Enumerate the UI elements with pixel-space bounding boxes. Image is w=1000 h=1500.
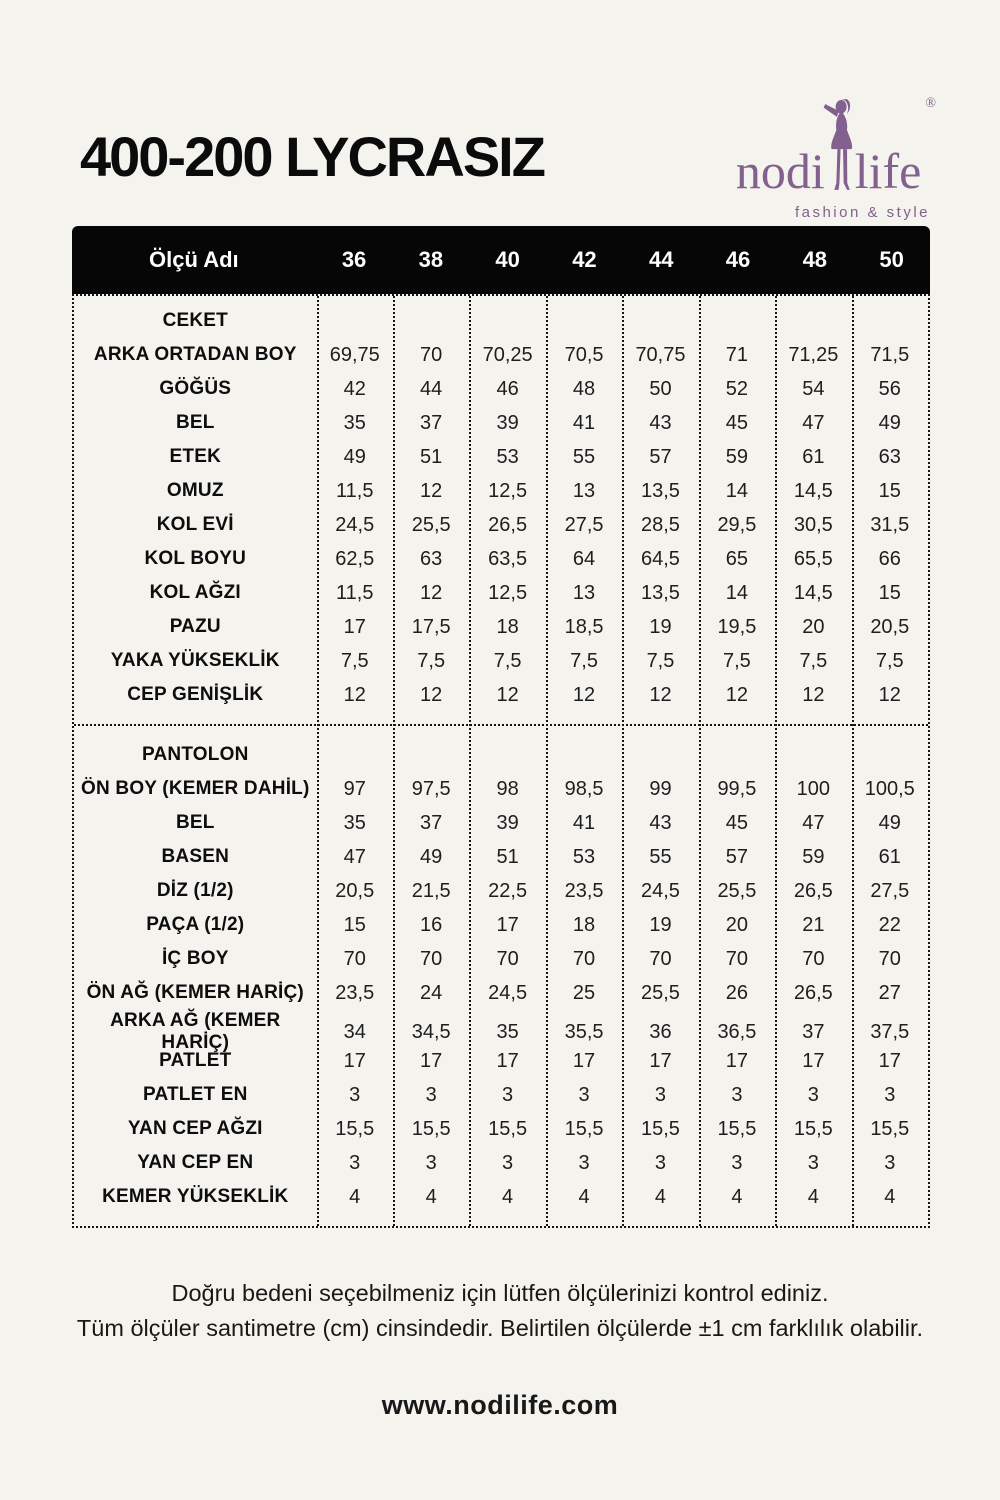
value-cell: 47 (802, 811, 825, 834)
value-cell: 97 (343, 777, 366, 800)
value-cell: 39 (496, 811, 519, 834)
value-cell: 71 (725, 343, 749, 366)
value-cell: 49 (878, 811, 901, 834)
row-label: PATLET (159, 1050, 232, 1071)
value-cell: 17 (343, 1049, 366, 1072)
value-cell: 15,5 (564, 1117, 604, 1140)
value-cell: 17 (496, 1049, 519, 1072)
value-cell: 18 (572, 913, 596, 936)
value-cell: 59 (802, 845, 825, 868)
value-cell: 12 (802, 683, 825, 706)
value-cell: 17,5 (411, 615, 451, 638)
value-cell: 14 (725, 581, 749, 604)
value-cell: 50 (649, 377, 672, 400)
row-label: OMUZ (166, 480, 224, 501)
value-cell: 70 (878, 947, 901, 970)
value-cell: 55 (649, 845, 672, 868)
table-row (74, 576, 928, 610)
value-cell: 41 (572, 811, 596, 834)
value-cell: 19,5 (717, 615, 757, 638)
value-cell: 35 (343, 811, 366, 834)
value-cell: 13 (572, 479, 596, 502)
size-header-cell: 42 (572, 247, 597, 272)
value-cell: 12,5 (488, 479, 528, 502)
value-cell: 3 (502, 1151, 514, 1174)
value-cell: 53 (572, 845, 596, 868)
registered-trademark-icon: ® (925, 96, 936, 111)
value-cell: 3 (349, 1083, 361, 1106)
brand-logo (736, 98, 936, 221)
value-cell: 52 (725, 377, 749, 400)
value-cell: 15,5 (335, 1117, 375, 1140)
value-cell: 97,5 (411, 777, 451, 800)
size-header-cell: 46 (725, 247, 751, 272)
value-cell: 70 (343, 947, 366, 970)
value-cell: 20 (802, 615, 825, 638)
value-cell: 4 (884, 1185, 896, 1208)
value-cell: 98 (496, 777, 519, 800)
value-cell: 4 (349, 1185, 361, 1208)
row-label: GÖĞÜS (159, 378, 232, 399)
value-cell: 43 (649, 811, 672, 834)
value-cell: 7,5 (570, 649, 598, 672)
value-cell: 71,5 (870, 343, 910, 366)
value-cell: 12 (572, 683, 596, 706)
value-cell: 3 (578, 1151, 590, 1174)
value-cell: 35 (343, 411, 366, 434)
table-row (74, 840, 928, 874)
value-cell: 12 (420, 479, 443, 502)
value-cell: 26 (725, 981, 749, 1004)
value-cell: 3 (807, 1151, 819, 1174)
table-row (74, 406, 928, 440)
value-cell: 70 (572, 947, 596, 970)
value-cell: 3 (425, 1083, 437, 1106)
value-cell: 28,5 (641, 513, 680, 536)
value-cell: 70,25 (482, 343, 533, 366)
value-cell: 3 (425, 1151, 437, 1174)
value-cell: 46 (496, 377, 519, 400)
value-cell: 17 (878, 1049, 901, 1072)
value-cell: 34 (343, 1020, 366, 1043)
value-cell: 26,5 (488, 513, 528, 536)
row-label: ARKA ORTADAN BOY (93, 344, 297, 365)
brand-name-left: nodi (735, 143, 825, 199)
value-cell: 70 (420, 947, 443, 970)
value-cell: 25,5 (717, 879, 757, 902)
value-cell: 27 (878, 981, 901, 1004)
value-cell: 45 (725, 411, 749, 434)
value-cell: 30,5 (793, 513, 833, 536)
size-header-cell: 48 (802, 247, 828, 272)
value-cell: 70 (496, 947, 519, 970)
website-url: www.nodilife.com (381, 1389, 619, 1420)
table-row (74, 508, 928, 542)
row-label: ÖN BOY (KEMER DAHİL) (81, 778, 310, 799)
value-cell: 17 (649, 1049, 672, 1072)
value-cell: 70 (725, 947, 749, 970)
table-row (74, 1044, 928, 1078)
value-cell: 3 (884, 1151, 896, 1174)
value-cell: 35 (496, 1020, 519, 1043)
footer (0, 1276, 1000, 1421)
size-table (72, 226, 930, 1228)
value-cell: 12,5 (488, 581, 528, 604)
value-cell: 7,5 (723, 649, 751, 672)
value-cell: 61 (878, 845, 901, 868)
table-row (74, 304, 928, 338)
value-cell: 39 (496, 411, 519, 434)
value-cell: 13,5 (641, 581, 680, 604)
value-cell: 15 (878, 581, 901, 604)
value-cell: 24,5 (488, 981, 528, 1004)
size-table-header (72, 226, 930, 294)
value-cell: 15,5 (793, 1117, 833, 1140)
row-label: KOL EVİ (156, 514, 234, 535)
value-cell: 31,5 (870, 513, 910, 536)
value-cell: 54 (802, 377, 825, 400)
value-cell: 3 (578, 1083, 590, 1106)
value-cell: 21,5 (411, 879, 451, 902)
value-cell: 17 (496, 913, 519, 936)
value-cell: 25,5 (411, 513, 451, 536)
value-cell: 59 (725, 445, 749, 468)
value-cell: 24 (420, 981, 443, 1004)
value-cell: 3 (349, 1151, 361, 1174)
value-cell: 7,5 (340, 649, 369, 672)
value-cell: 11,5 (336, 581, 374, 604)
value-cell: 66 (878, 547, 901, 570)
value-cell: 35,5 (564, 1020, 604, 1043)
value-cell: 4 (654, 1185, 667, 1208)
value-cell: 22,5 (488, 879, 528, 902)
value-cell: 4 (731, 1185, 743, 1208)
value-cell: 16 (420, 913, 443, 936)
table-row (74, 372, 928, 406)
table-row (74, 1112, 928, 1146)
value-cell: 48 (572, 377, 596, 400)
measure-name-header: Ölçü Adı (149, 247, 239, 272)
value-cell: 24,5 (641, 879, 680, 902)
table-row (74, 440, 928, 474)
value-cell: 15 (343, 913, 366, 936)
value-cell: 100,5 (864, 777, 915, 800)
value-cell: 51 (420, 445, 443, 468)
woman-silhouette-icon (821, 98, 857, 196)
value-cell: 15,5 (411, 1117, 451, 1140)
value-cell: 12 (420, 581, 443, 604)
value-cell: 4 (807, 1185, 819, 1208)
value-cell: 26,5 (793, 879, 833, 902)
value-cell: 43 (649, 411, 672, 434)
value-cell: 37 (420, 811, 443, 834)
value-cell: 70,5 (564, 343, 604, 366)
value-cell: 4 (502, 1185, 514, 1208)
value-cell: 70 (802, 947, 825, 970)
value-cell: 12 (420, 683, 443, 706)
value-cell: 3 (502, 1083, 514, 1106)
value-cell: 25,5 (641, 981, 680, 1004)
table-row (74, 542, 928, 576)
value-cell: 20,5 (870, 615, 910, 638)
size-table-body (72, 294, 930, 1228)
value-cell: 12 (343, 683, 366, 706)
value-cell: 4 (578, 1185, 590, 1208)
row-label: YAN CEP AĞZI (127, 1118, 263, 1139)
value-cell: 51 (496, 845, 519, 868)
table-row (74, 678, 928, 712)
row-label: KOL BOYU (144, 548, 247, 569)
table-row (74, 1180, 928, 1214)
table-row (74, 806, 928, 840)
row-label: ETEK (169, 446, 221, 467)
footer-note-line2: Tüm ölçüler santimetre (cm) cinsindedir. Belirtilen ölçülerde ±1 cm farklılık olabilir. (76, 1314, 924, 1341)
header (0, 0, 1000, 226)
row-label: BEL (175, 412, 215, 433)
table-row (74, 942, 928, 976)
table-row (74, 874, 928, 908)
page-title: 400-200 LYCRASIZ (80, 125, 544, 188)
value-cell: 17 (802, 1049, 825, 1072)
section-title: CEKET (162, 310, 228, 331)
value-cell: 18 (496, 615, 519, 638)
table-row (74, 474, 928, 508)
value-cell: 61 (802, 445, 825, 468)
value-cell: 41 (572, 411, 596, 434)
brand-tagline: fashion & style (794, 204, 930, 221)
value-cell: 34,5 (411, 1020, 451, 1043)
value-cell: 49 (420, 845, 443, 868)
value-cell: 14,5 (793, 479, 833, 502)
row-label: BEL (175, 812, 215, 833)
value-cell: 20,5 (335, 879, 375, 902)
table-row (74, 976, 928, 1010)
value-cell: 13,5 (641, 479, 680, 502)
value-cell: 3 (654, 1083, 667, 1106)
value-cell: 49 (878, 411, 901, 434)
brand-logo-row (735, 96, 936, 199)
row-label: PATLET EN (142, 1084, 248, 1105)
value-cell: 70 (649, 947, 672, 970)
value-cell: 63,5 (488, 547, 528, 570)
size-header-cell: 44 (648, 247, 674, 272)
value-cell: 7,5 (417, 649, 446, 672)
value-cell: 24,5 (335, 513, 375, 536)
value-cell: 37 (802, 1020, 825, 1043)
value-cell: 19 (649, 913, 672, 936)
table-row (74, 738, 928, 772)
value-cell: 64,5 (641, 547, 680, 570)
value-cell: 56 (878, 377, 901, 400)
table-row (74, 1078, 928, 1112)
value-cell: 17 (572, 1049, 596, 1072)
table-row (74, 1146, 928, 1180)
value-cell: 3 (807, 1083, 819, 1106)
value-cell: 42 (343, 377, 366, 400)
value-cell: 23,5 (335, 981, 375, 1004)
value-cell: 15,5 (641, 1117, 680, 1140)
value-cell: 36 (649, 1020, 672, 1043)
table-row (74, 610, 928, 644)
value-cell: 15,5 (488, 1117, 528, 1140)
value-cell: 71,25 (788, 343, 839, 366)
size-header-cell: 50 (879, 247, 904, 272)
value-cell: 7,5 (875, 649, 904, 672)
row-label: PAZU (169, 616, 221, 637)
table-row (74, 644, 928, 678)
value-cell: 25 (572, 981, 596, 1004)
value-cell: 27,5 (870, 879, 910, 902)
value-cell: 14 (725, 479, 749, 502)
value-cell: 63 (878, 445, 901, 468)
value-cell: 17 (343, 615, 366, 638)
value-cell: 15 (878, 479, 901, 502)
value-cell: 7,5 (799, 649, 828, 672)
value-cell: 47 (802, 411, 825, 434)
value-cell: 49 (343, 445, 366, 468)
value-cell: 22 (878, 913, 901, 936)
section-title: PANTOLON (142, 744, 249, 765)
value-cell: 21 (802, 913, 825, 936)
value-cell: 3 (884, 1083, 896, 1106)
value-cell: 36,5 (717, 1020, 757, 1043)
table-section (74, 296, 928, 724)
value-cell: 7,5 (493, 649, 522, 672)
value-cell: 53 (496, 445, 519, 468)
row-label: ÖN AĞ (KEMER HARİÇ) (86, 982, 304, 1003)
value-cell: 15,5 (870, 1117, 910, 1140)
row-label: CEP GENİŞLİK (127, 684, 264, 705)
value-cell: 17 (725, 1049, 749, 1072)
row-label: KEMER YÜKSEKLİK (102, 1186, 289, 1207)
value-cell: 55 (572, 445, 596, 468)
row-label: PAÇA (1/2) (146, 914, 245, 935)
value-cell: 45 (725, 811, 749, 834)
footer-note-line1: Doğru bedeni seçebilmeniz için lütfen ölçülerinizi kontrol ediniz. (171, 1280, 829, 1306)
value-cell: 12 (878, 683, 901, 706)
value-cell: 57 (649, 445, 672, 468)
value-cell: 37 (420, 411, 443, 434)
value-cell: 98,5 (564, 777, 604, 800)
value-cell: 3 (731, 1151, 743, 1174)
value-cell: 12 (725, 683, 749, 706)
row-label: İÇ BOY (161, 948, 229, 969)
row-label: YAN CEP EN (137, 1152, 254, 1173)
value-cell: 27,5 (564, 513, 604, 536)
value-cell: 65 (725, 547, 749, 570)
value-cell: 17 (420, 1049, 443, 1072)
size-header-cell: 36 (341, 247, 367, 272)
value-cell: 23,5 (564, 879, 604, 902)
value-cell: 3 (731, 1083, 743, 1106)
table-row (74, 908, 928, 942)
table-section (74, 724, 928, 1226)
value-cell: 29,5 (717, 513, 757, 536)
value-cell: 18,5 (564, 615, 604, 638)
value-cell: 65,5 (793, 547, 833, 570)
value-cell: 70,75 (635, 343, 686, 366)
value-cell: 15,5 (717, 1117, 757, 1140)
row-label: DİZ (1/2) (156, 880, 234, 901)
value-cell: 3 (654, 1151, 667, 1174)
value-cell: 47 (343, 845, 366, 868)
size-header-cell: 40 (495, 247, 520, 272)
value-cell: 12 (496, 683, 519, 706)
value-cell: 99 (649, 777, 672, 800)
value-cell: 11,5 (336, 479, 374, 502)
value-cell: 37,5 (870, 1020, 910, 1043)
value-cell: 64 (572, 547, 596, 570)
row-label: BASEN (161, 846, 230, 867)
table-row (74, 772, 928, 806)
size-header-cell: 38 (418, 247, 444, 272)
value-cell: 70 (420, 343, 443, 366)
value-cell: 12 (649, 683, 672, 706)
value-cell: 100 (796, 777, 831, 800)
value-cell: 44 (420, 377, 443, 400)
value-cell: 62,5 (335, 547, 375, 570)
row-label: ARKA AĞ (KEMER HARİÇ) (110, 1010, 281, 1053)
brand-name-right: life (854, 143, 922, 199)
value-cell: 14,5 (793, 581, 833, 604)
value-cell: 99,5 (717, 777, 757, 800)
value-cell: 19 (649, 615, 672, 638)
value-cell: 4 (425, 1185, 437, 1208)
row-label: KOL AĞZI (149, 582, 241, 603)
value-cell: 26,5 (793, 981, 833, 1004)
row-label: YAKA YÜKSEKLİK (110, 650, 280, 671)
value-cell: 69,75 (329, 343, 380, 366)
table-row (74, 1010, 928, 1053)
value-cell: 63 (420, 547, 443, 570)
value-cell: 20 (725, 913, 749, 936)
value-cell: 57 (725, 845, 749, 868)
value-cell: 13 (572, 581, 596, 604)
value-cell: 7,5 (646, 649, 675, 672)
table-row (74, 338, 928, 372)
